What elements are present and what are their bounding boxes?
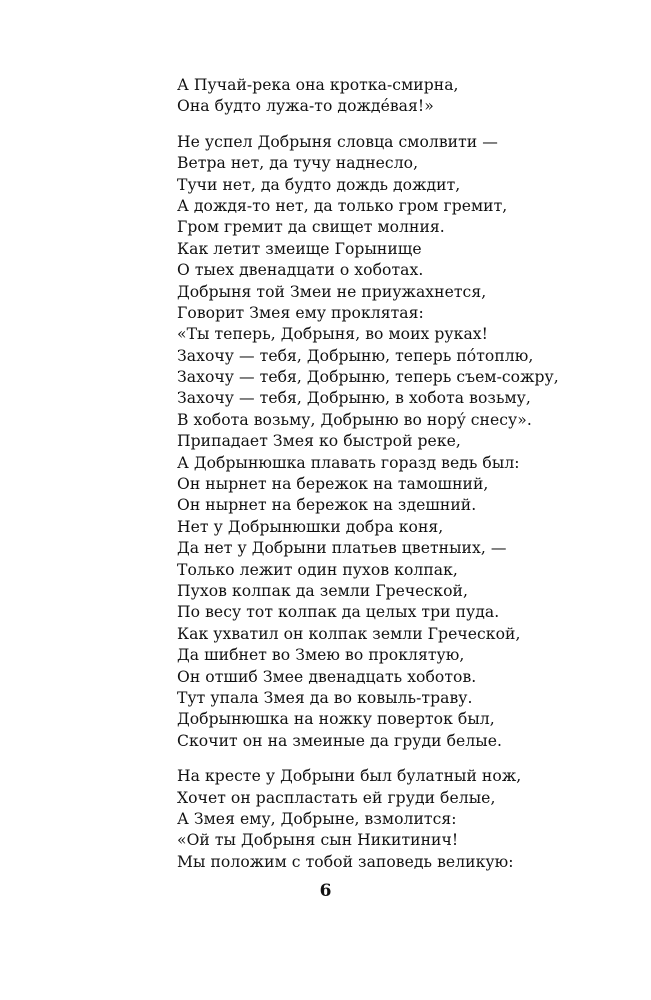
poem-line: Он отшиб Змее двенадцать хоботов. <box>177 667 477 686</box>
poem-line: Не успел Добрыня словца смолвити — <box>177 132 498 151</box>
poem-line: «Ты теперь, Добрыня, во моих руках! <box>177 325 488 344</box>
poem-line: Ветра нет, да тучу наднесло, <box>177 154 419 173</box>
poem-line: Она будто лужа-то дождéвая!» <box>177 97 434 116</box>
poem-line: Говорит Змея ему проклятая: <box>177 303 424 322</box>
page-number: 6 <box>319 881 332 901</box>
poem-line: Он нырнет на бережок на здешний. <box>177 496 477 515</box>
poem-line: Захочу — тебя, Добрыню, теперь пóтоплю, <box>177 346 534 365</box>
poem-line: Пухов колпак да земли Греческой, <box>177 581 468 600</box>
poem-line: Скочит он на змеиные да груди белые. <box>177 731 503 750</box>
stanza <box>177 75 617 118</box>
poem-line: Тут упала Змея да во ковыль-траву. <box>177 688 473 707</box>
poem-line: Добрыня той Змеи не приужахнется, <box>177 282 487 301</box>
poem-line: О тыех двенадцати о хоботах. <box>177 261 424 280</box>
poem-line: А Добрынюшка плавать горазд ведь был: <box>177 453 520 472</box>
poem-line: Нет у Добрынюшки добра коня, <box>177 517 444 536</box>
poem-line: В хобота возьму, Добрыню во норý снесу». <box>177 410 532 429</box>
poem-line: Захочу — тебя, Добрыню, в хобота возьму, <box>177 389 531 408</box>
poem-line: Только лежит один пухов колпак, <box>177 560 458 579</box>
poem-line: Как летит змеище Горынище <box>177 239 422 258</box>
poem-line: Припадает Змея ко быстрой реке, <box>177 432 461 451</box>
poem-line: На кресте у Добрыни был булатный нож, <box>177 767 522 786</box>
stanza <box>177 132 617 752</box>
poem-line: Да шибнет во Змею во проклятую, <box>177 646 465 665</box>
poem-line: Тучи нет, да будто дождь дождит, <box>177 175 461 194</box>
poem-line: А Змея ему, Добрыне, взмолится: <box>177 809 457 828</box>
poem-line: Захочу — тебя, Добрыню, теперь съем-сожру, <box>177 368 559 387</box>
poem-line: Хочет он распластать ей груди белые, <box>177 788 496 807</box>
poem-line: Да нет у Добрыни платьев цветныих, — <box>177 539 507 558</box>
poem-line: Он нырнет на бережок на тамошний, <box>177 475 489 494</box>
stanza <box>177 766 617 873</box>
poem-line: А Пучай-река она кротка-смирна, <box>177 76 459 94</box>
poem-line: «Ой ты Добрыня сын Никитинич! <box>177 831 459 850</box>
poem-line: А дождя-то нет, да только гром гремит, <box>177 196 508 215</box>
poem-line: Как ухватил он колпак земли Греческой, <box>177 624 521 643</box>
poem-line: Добрынюшка на ножку поверток был, <box>177 710 495 729</box>
poem-line: Гром гремит да свищет молния. <box>177 218 445 237</box>
poem-line: По весу тот колпак да целых три пуда. <box>177 603 500 622</box>
poem-line: Мы положим с тобой заповедь великую: <box>177 852 514 871</box>
poem-text <box>177 75 617 873</box>
